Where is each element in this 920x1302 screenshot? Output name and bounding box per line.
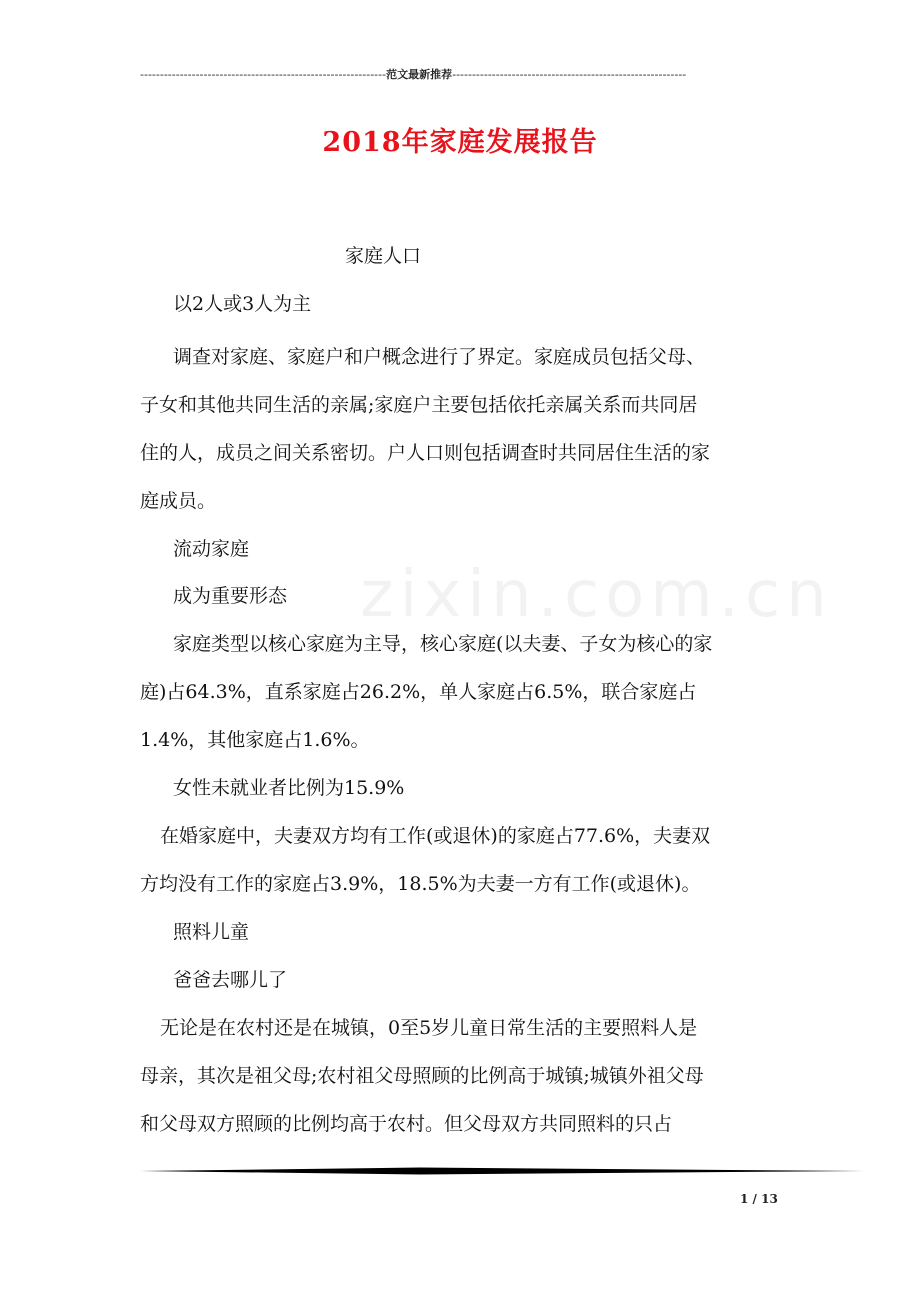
header-right-dashes: ----------------------------------------------------------- <box>452 68 687 81</box>
paragraph-line: 1.4%，其他家庭占1.6%。 <box>140 729 370 751</box>
section-heading-female-unemployment: 女性未就业者比例为15.9% <box>173 777 405 799</box>
paragraph-line: 庭成员。 <box>140 490 217 512</box>
paragraph-line: 和父母双方照顾的比例均高于农村。但父母双方共同照料的只占 <box>140 1113 673 1135</box>
section-heading-family-population: 家庭人口 <box>345 245 422 267</box>
section-heading-child-care: 照料儿童 <box>173 921 250 943</box>
paragraph-line: 住的人，成员之间关系密切。户人口则包括调查时共同居住生活的家 <box>140 442 711 464</box>
subheading-where-is-dad: 爸爸去哪儿了 <box>173 969 288 991</box>
paragraph-line: 子女和其他共同生活的亲属;家庭户主要包括依托亲属关系而共同居 <box>140 394 698 416</box>
document-title: 2018年家庭发展报告 <box>322 127 598 158</box>
footer-rule <box>140 1166 864 1176</box>
subheading-important-form: 成为重要形态 <box>173 585 288 607</box>
section-heading-mobile-family: 流动家庭 <box>173 538 250 560</box>
paragraph-line: 调查对家庭、家庭户和户概念进行了界定。家庭成员包括父母、 <box>173 346 706 368</box>
paragraph-line: 家庭类型以核心家庭为主导，核心家庭(以夫妻、子女为核心的家 <box>173 633 713 655</box>
header-label: 范文最新推荐 <box>386 68 453 81</box>
subheading-household-size: 以2人或3人为主 <box>173 293 312 315</box>
paragraph-line: 无论是在农村还是在城镇，0至5岁儿童日常生活的主要照料人是 <box>160 1017 698 1039</box>
paragraph-line: 方均没有工作的家庭占3.9%，18.5%为夫妻一方有工作(或退休)。 <box>140 873 701 895</box>
paragraph-line: 母亲，其次是祖父母;农村祖父母照顾的比例高于城镇;城镇外祖父母 <box>140 1065 704 1087</box>
page-header <box>140 66 780 84</box>
header-left-dashes: -------------------------------------------------------------- <box>140 68 387 81</box>
paragraph-line: 在婚家庭中，夫妻双方均有工作(或退休)的家庭占77.6%，夫妻双 <box>160 825 711 847</box>
watermark-logo: zixin.com.cn <box>360 558 833 632</box>
page-number: 1 / 13 <box>740 1192 778 1206</box>
paragraph-line: 庭)占64.3%，直系家庭占26.2%，单人家庭占6.5%，联合家庭占 <box>140 681 697 703</box>
